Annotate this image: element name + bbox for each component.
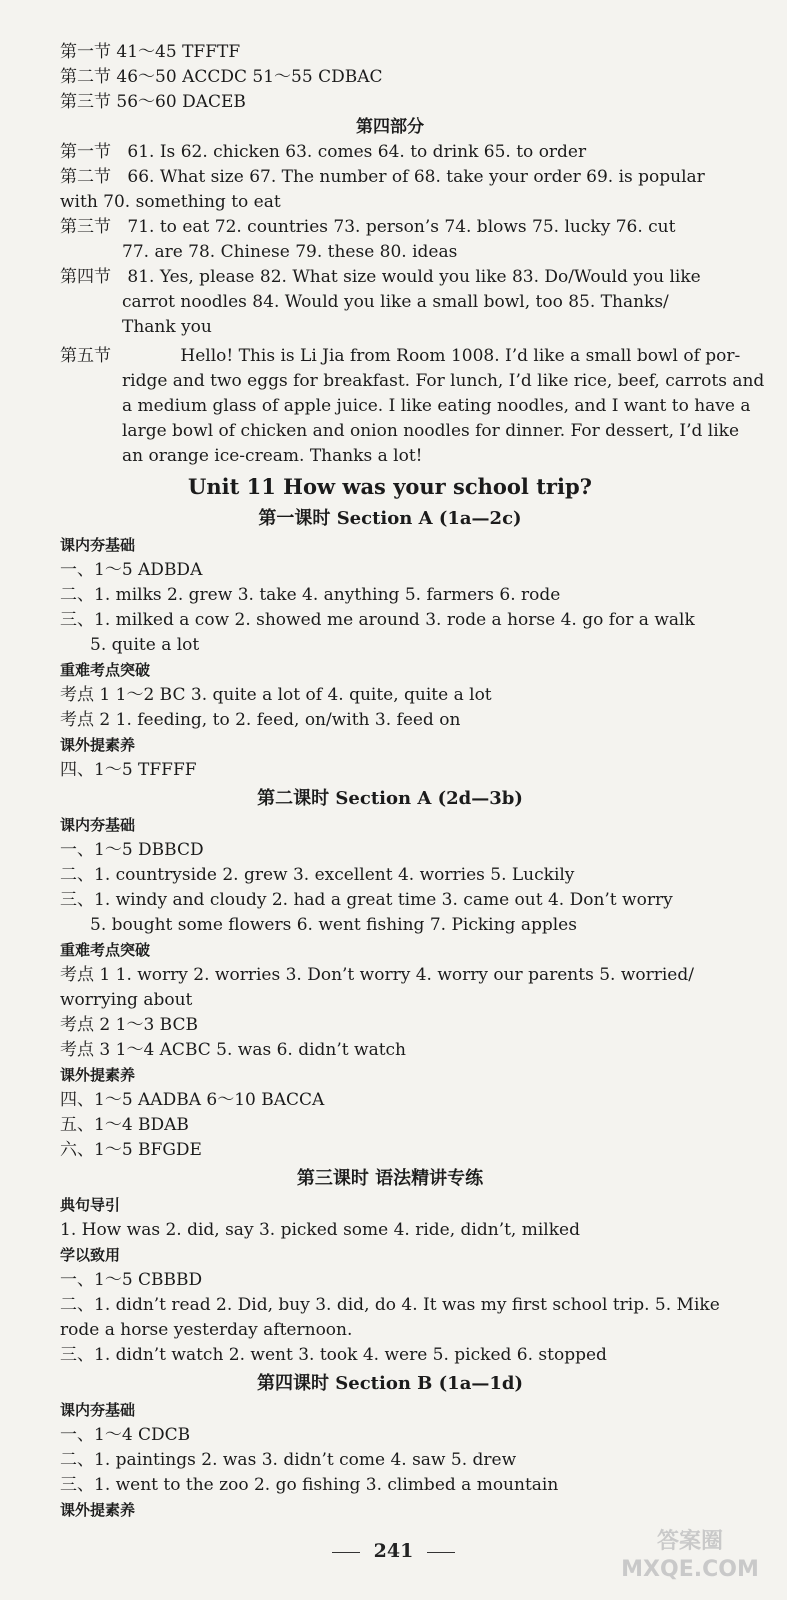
page-number: 241: [373, 1540, 414, 1562]
subsection-heading: 课外提素养: [60, 1501, 136, 1519]
subsection-heading: 重难考点突破: [60, 941, 151, 959]
site-watermark-logo: 答案圈 MXQE.COM: [621, 1529, 759, 1582]
section-answers: 61. Is 62. chicken 63. comes 64. to drink 65. to order: [127, 142, 587, 162]
answer-line: 四、1～5 TFFFF: [60, 760, 197, 780]
answer-line: 二、1. milks 2. grew 3. take 4. anything 5. farmers 6. rode: [60, 585, 561, 605]
subsection-heading: 学以致用: [60, 1246, 121, 1264]
lesson-title: 第三课时 语法精讲专练: [296, 1168, 484, 1189]
answer-line: 二、1. paintings 2. was 3. didn’t come 4. saw 5. drew: [60, 1450, 517, 1470]
part4-section5: [60, 344, 741, 369]
subsection-heading: 课内夯基础: [60, 536, 136, 554]
subsection-heading: 典句导引: [60, 1196, 121, 1214]
part4-section1: [60, 140, 720, 165]
answer-line: 考点 3 1～4 ACBC 5. was 6. didn’t watch: [60, 1040, 407, 1060]
answer-line: 六、1～5 BFGDE: [60, 1140, 202, 1160]
section-answers: 81. Yes, please 82. What size would you like 83. Do/Would you like: [127, 267, 701, 287]
essay-line: a medium glass of apple juice. I like eating noodles, and I want to have a: [122, 396, 751, 416]
answer-line: 考点 2 1. feeding, to 2. feed, on/with 3. feed on: [60, 710, 461, 730]
answer-line: 二、1. countryside 2. grew 3. excellent 4. worries 5. Luckily: [60, 865, 575, 885]
section-label: 第三节: [60, 217, 111, 237]
answer-line: rode a horse yesterday afternoon.: [60, 1320, 353, 1340]
subsection-heading: 课外提素养: [60, 736, 136, 754]
answer-line: 五、1～4 BDAB: [60, 1115, 189, 1135]
essay-line: ridge and two eggs for breakfast. For lunch, I’d like rice, beef, carrots and: [122, 371, 765, 391]
answer-line: 二、1. didn’t read 2. Did, buy 3. did, do 4. It was my first school trip. 5. Mike: [60, 1295, 720, 1315]
answer-line: 考点 1 1. worry 2. worries 3. Don’t worry 4. worry our parents 5. worried/: [60, 965, 694, 985]
subsection-heading: 课内夯基础: [60, 1401, 136, 1419]
section-label: 第二节: [60, 167, 111, 187]
lesson-title: 第一课时 Section A (1a—2c): [258, 508, 522, 529]
section-answers: 66. What size 67. The number of 68. take your order 69. is popular: [127, 167, 705, 187]
answer-line: with 70. something to eat: [60, 192, 281, 212]
unit-title: Unit 11 How was your school trip?: [188, 474, 592, 499]
essay-line: Hello! This is Li Jia from Room 1008. I’d like a small bowl of por-: [180, 346, 741, 366]
section-label: 第五节: [60, 346, 111, 366]
footer-dash: [332, 1552, 360, 1553]
answer-line: 三、1. went to the zoo 2. go fishing 3. climbed a mountain: [60, 1475, 559, 1495]
subsection-heading: 重难考点突破: [60, 661, 151, 679]
answer-line: 第三节 56～60 DACEB: [60, 92, 246, 112]
essay-line: large bowl of chicken and onion noodles for dinner. For dessert, I’d like: [122, 421, 740, 441]
answer-line: 考点 1 1～2 BC 3. quite a lot of 4. quite, quite a lot: [60, 685, 492, 705]
answer-page: [60, 40, 765, 1523]
section-label: 第四节: [60, 267, 111, 287]
subsection-heading: 课内夯基础: [60, 816, 136, 834]
answer-line: 5. quite a lot: [90, 635, 200, 655]
answer-line: 三、1. milked a cow 2. showed me around 3. rode a horse 4. go for a walk: [60, 610, 695, 630]
answer-line: 5. bought some flowers 6. went fishing 7. Picking apples: [90, 915, 577, 935]
answer-line: 1. How was 2. did, say 3. picked some 4. ride, didn’t, milked: [60, 1220, 580, 1240]
part4-section4: [60, 265, 720, 290]
answer-line: 一、1～5 CBBBD: [60, 1270, 203, 1290]
essay-line: an orange ice-cream. Thanks a lot!: [122, 446, 423, 466]
answer-line: 第二节 46～50 ACCDC 51～55 CDBAC: [60, 67, 383, 87]
answer-line: Thank you: [122, 317, 212, 337]
answer-line: 第一节 41～45 TFFTF: [60, 42, 241, 62]
part4-section2: [60, 165, 720, 190]
answer-line: 一、1～4 CDCB: [60, 1425, 191, 1445]
answer-line: 四、1～5 AADBA 6～10 BACCA: [60, 1090, 325, 1110]
subsection-heading: 课外提素养: [60, 1066, 136, 1084]
section-label: 第一节: [60, 142, 111, 162]
lesson-title: 第二课时 Section A (2d—3b): [257, 788, 523, 809]
section-answers: 71. to eat 72. countries 73. person’s 74. blows 75. lucky 76. cut: [127, 217, 676, 237]
answer-line: 考点 2 1～3 BCB: [60, 1015, 198, 1035]
footer-dash: [427, 1552, 455, 1553]
part4-section3: [60, 215, 720, 240]
answer-line: 一、1～5 DBBCD: [60, 840, 204, 860]
part4-heading: 第四部分: [356, 117, 424, 137]
answer-line: 一、1～5 ADBDA: [60, 560, 203, 580]
answer-line: 77. are 78. Chinese 79. these 80. ideas: [122, 242, 458, 262]
answer-line: 三、1. windy and cloudy 2. had a great time 3. came out 4. Don’t worry: [60, 890, 673, 910]
lesson-title: 第四课时 Section B (1a—1d): [256, 1373, 523, 1394]
answer-line: worrying about: [60, 990, 193, 1010]
answer-line: carrot noodles 84. Would you like a small bowl, too 85. Thanks/: [122, 292, 669, 312]
answer-line: 三、1. didn’t watch 2. went 3. took 4. were 5. picked 6. stopped: [60, 1345, 607, 1365]
